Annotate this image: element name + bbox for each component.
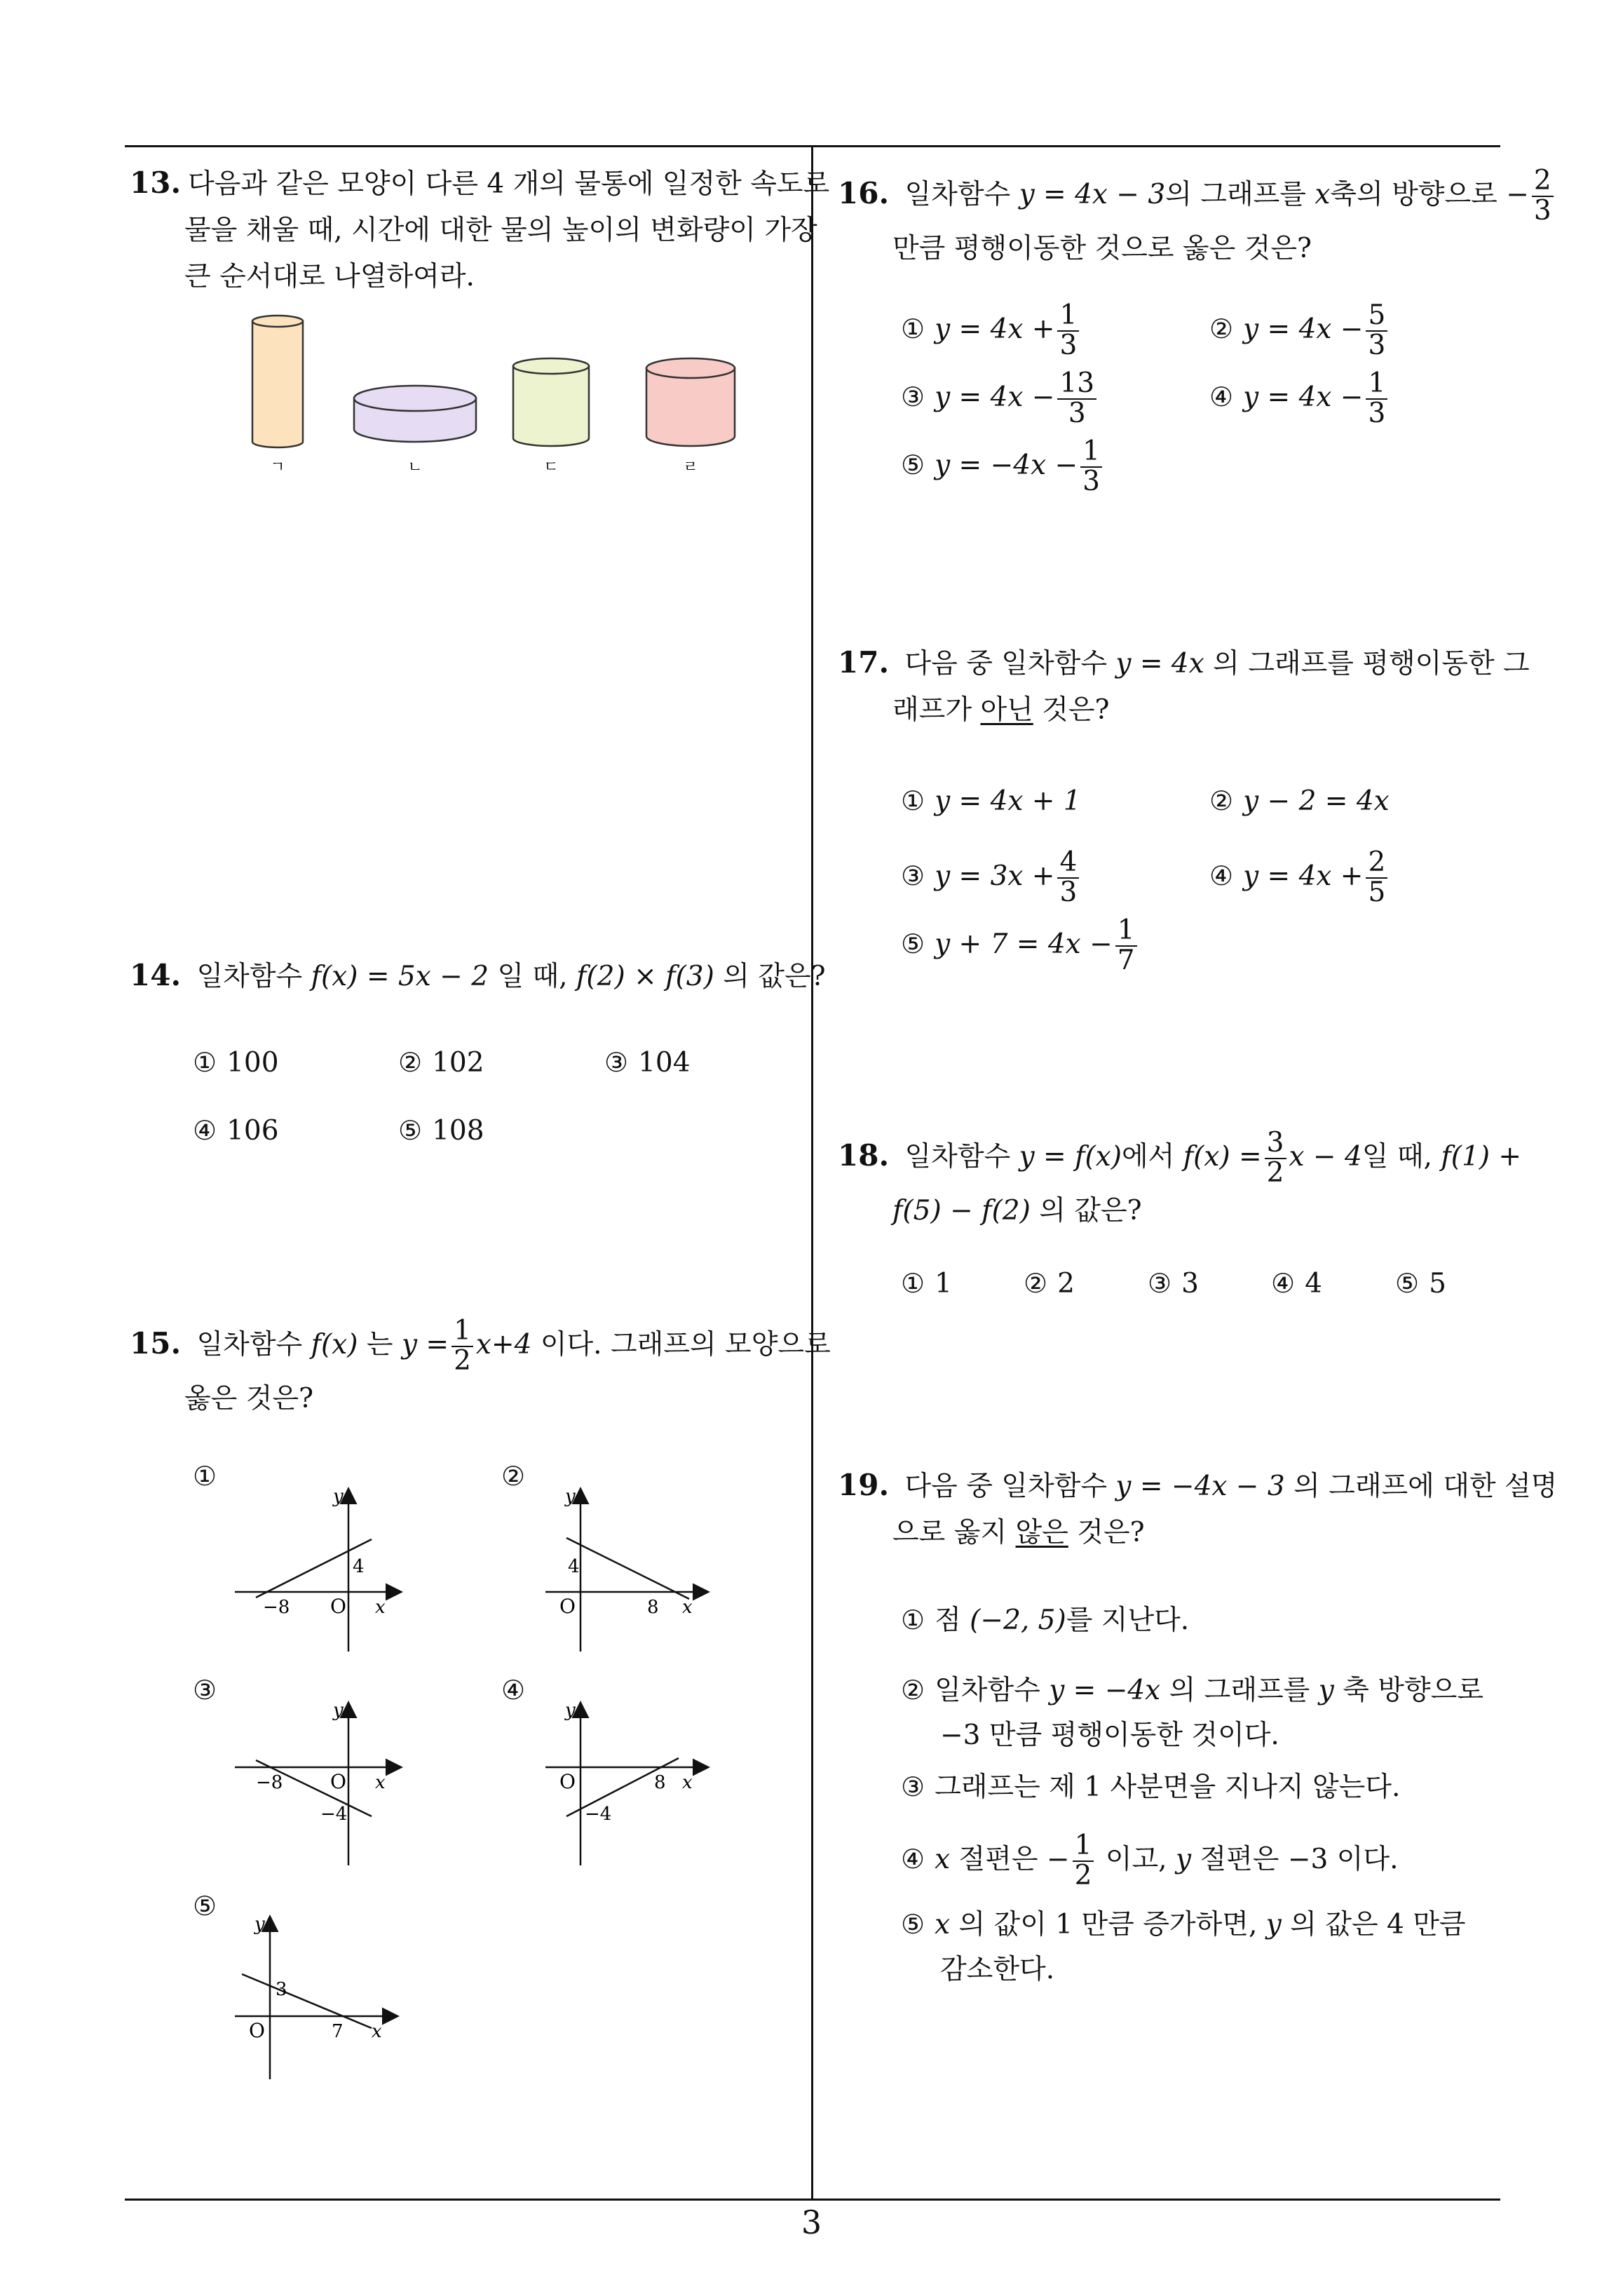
x-intercept-label: −8	[256, 1772, 283, 1793]
q14-option-2[interactable]: ② 102	[398, 1047, 484, 1079]
q15-graph-1	[228, 1480, 410, 1655]
x-axis-label: x	[682, 1772, 693, 1793]
container-c	[513, 358, 589, 446]
y-axis-label: y	[333, 1486, 344, 1507]
container-b	[354, 386, 476, 442]
q16-option-1[interactable]: ① y = 4x + $\frac{1}{3}$	[901, 302, 1082, 360]
q19-underlined: 않은	[1015, 1517, 1068, 1548]
page-number: 3	[801, 2203, 822, 2241]
bottom-rule	[125, 2199, 1500, 2201]
q19-text-b: 의 그래프에 대한 설명	[1293, 1471, 1558, 1502]
q17-option-3[interactable]: ③ y = 3x + $\frac{4}{3}$	[901, 849, 1082, 907]
y-intercept-label: 4	[353, 1556, 365, 1577]
question-17	[838, 640, 1530, 734]
q18-line2-b: 의 값은?	[1039, 1194, 1142, 1227]
q15-graph-2	[538, 1480, 721, 1655]
q19-line2-b: 것은?	[1077, 1517, 1145, 1548]
q13-line1: 다음과 같은 모양이 다른 4 개의 물통에 일정한 속도로	[188, 168, 830, 200]
q15-text-b: 는	[366, 1328, 393, 1360]
q19-option-3[interactable]: ③ 그래프는 제 1 사분면을 지나지 않는다.	[901, 1771, 1401, 1803]
q15-rest: x+4	[475, 1328, 532, 1360]
y-axis-label: y	[565, 1486, 576, 1507]
q18-fx: f(x) =	[1183, 1140, 1262, 1173]
y-axis-label: y	[333, 1700, 344, 1721]
origin-label: O	[559, 1770, 576, 1793]
question-number: 13.	[130, 166, 182, 200]
label-b: ㄴ	[407, 459, 423, 476]
x-axis-label: x	[682, 1597, 693, 1618]
origin-label: O	[559, 1595, 576, 1618]
q16-option-5[interactable]: ⑤ y = −4x − $\frac{1}{3}$	[901, 438, 1105, 497]
q19-func: y = −4x − 3	[1115, 1471, 1285, 1502]
question-14	[130, 952, 826, 1000]
q15-y-eq: y =	[401, 1328, 449, 1360]
question-number: 14.	[130, 958, 182, 992]
q15-graph-3	[228, 1694, 410, 1869]
y-axis-label: y	[254, 1914, 265, 1935]
q16-line2: 만큼 평행이동한 것으로 옳은 것은?	[892, 232, 1312, 264]
q14-option-3[interactable]: ③ 104	[604, 1047, 691, 1079]
y-intercept-label: −4	[585, 1804, 612, 1825]
origin-label: O	[330, 1770, 346, 1793]
q16-text-b: 의 그래프를	[1165, 178, 1306, 210]
q19-option-1[interactable]: ① 점 (−2, 5)를 지난다.	[901, 1605, 1190, 1636]
label-d: ㄹ	[683, 459, 698, 476]
q18-text-c: 일 때,	[1361, 1140, 1432, 1173]
column-divider	[811, 145, 813, 2200]
q15-mark-4[interactable]: ④	[501, 1675, 526, 1706]
q14-text-c: 의 값은?	[723, 961, 826, 992]
q18-option-1[interactable]: ① 1	[901, 1268, 952, 1299]
question-16	[838, 167, 1556, 272]
x-intercept-label: 8	[654, 1772, 666, 1793]
q18-option-4[interactable]: ④ 4	[1271, 1268, 1322, 1299]
q16-func: y = 4x − 3	[1019, 178, 1166, 210]
q18-text-a: 일차함수	[904, 1140, 1011, 1173]
q19-text-a: 다음 중 일차함수	[904, 1471, 1107, 1502]
q18-option-2[interactable]: ② 2	[1024, 1268, 1075, 1299]
y-intercept-label: −4	[320, 1804, 348, 1825]
x-intercept-label: 8	[647, 1597, 659, 1618]
q17-line2-a: 래프가	[892, 694, 972, 726]
q18-option-5[interactable]: ⑤ 5	[1395, 1268, 1446, 1299]
origin-label: O	[330, 1595, 346, 1618]
q16-text-c: 축의 방향으로 −	[1330, 178, 1529, 210]
q18-text-b: 에서	[1121, 1140, 1175, 1173]
q15-fraction: $\frac{1}{2}$	[451, 1317, 473, 1376]
question-number: 15.	[130, 1325, 182, 1360]
q18-rest: x − 4	[1289, 1140, 1362, 1173]
question-13	[130, 160, 829, 300]
x-axis-label: x	[375, 1772, 386, 1793]
q14-expr: f(2) × f(3)	[576, 961, 714, 992]
q19-line2-a: 으로 옳지	[892, 1517, 1007, 1548]
q17-func: y = 4x	[1115, 648, 1204, 680]
q15-fx: f(x)	[311, 1328, 358, 1360]
q19-option-2[interactable]: ② 일차함수 y = −4x 의 그래프를 y 축 방향으로 −3 만큼 평행이동한 것이다.	[901, 1675, 1484, 1751]
q14-text-b: 일 때,	[497, 961, 568, 992]
container-a	[252, 316, 303, 447]
q16-xvar: x	[1315, 178, 1331, 210]
x-axis-label: x	[372, 2021, 382, 2042]
q15-graph-5	[228, 1907, 410, 2083]
q19-option-4[interactable]: ④ x 절편은 − $\frac{1}{2}$ 이고, y 절편은 −3 이다.	[901, 1830, 1399, 1891]
question-19	[838, 1462, 1557, 1556]
q15-text-c: 이다. 그래프의 모양으로	[540, 1328, 831, 1360]
q16-option-4[interactable]: ④ y = 4x − $\frac{1}{3}$	[1209, 370, 1390, 428]
y-intercept-label: 3	[276, 1979, 287, 2000]
q17-text-b: 의 그래프를 평행이동한 그	[1213, 648, 1530, 680]
q15-mark-2[interactable]: ②	[501, 1461, 526, 1492]
q19-option-5[interactable]: ⑤ x 의 값이 1 만큼 증가하면, y 의 값은 4 만큼 감소한다.	[901, 1909, 1466, 1985]
q17-line2-b: 것은?	[1042, 694, 1110, 726]
q17-option-2[interactable]: ② y − 2 = 4x	[1209, 785, 1390, 817]
q18-func: y = f(x)	[1019, 1140, 1122, 1173]
q14-func: f(x) = 5x − 2	[311, 961, 489, 992]
q17-option-5[interactable]: ⑤ y + 7 = 4x − $\frac{1}{7}$	[901, 917, 1140, 975]
container-d	[646, 358, 735, 446]
x-axis-label: x	[375, 1597, 386, 1618]
q17-option-1[interactable]: ① y = 4x + 1	[901, 785, 1081, 817]
q15-line2: 옳은 것은?	[184, 1382, 314, 1414]
q15-mark-5[interactable]: ⑤	[193, 1891, 217, 1922]
question-15	[130, 1317, 831, 1422]
y-axis-label: y	[565, 1700, 576, 1721]
q16-option-3[interactable]: ③ y = 4x − $\frac{13}{3}$	[901, 370, 1099, 428]
question-number: 19.	[838, 1468, 890, 1502]
q18-line2: f(5) − f(2)	[892, 1194, 1031, 1227]
q15-mark-1[interactable]: ①	[193, 1461, 217, 1492]
origin-label: O	[249, 2019, 265, 2042]
question-number: 18.	[838, 1137, 890, 1173]
q15-graph-4	[538, 1694, 721, 1869]
q14-option-4[interactable]: ④ 106	[193, 1115, 279, 1147]
y-intercept-label: 4	[568, 1556, 580, 1577]
q18-option-3[interactable]: ③ 3	[1148, 1268, 1199, 1299]
q18-fraction: $\frac{3}{2}$	[1265, 1129, 1286, 1188]
q17-option-4[interactable]: ④ y = 4x + $\frac{2}{5}$	[1209, 849, 1390, 907]
q13-line2: 물을 채울 때, 시간에 대한 물의 높이의 변화량이 가장	[184, 215, 817, 246]
water-containers-figure	[238, 309, 771, 477]
q15-mark-3[interactable]: ③	[193, 1675, 217, 1706]
question-number: 17.	[838, 645, 890, 680]
q14-text-a: 일차함수	[196, 961, 303, 992]
q16-fraction: $\frac{2}{3}$	[1532, 167, 1554, 226]
q18-tail: f(1) +	[1441, 1140, 1522, 1173]
q14-option-1[interactable]: ① 100	[193, 1047, 279, 1079]
q16-option-2[interactable]: ② y = 4x − $\frac{5}{3}$	[1209, 302, 1390, 360]
question-18	[838, 1129, 1521, 1234]
x-intercept-label: 7	[332, 2021, 344, 2042]
q17-text-a: 다음 중 일차함수	[904, 648, 1107, 680]
label-c: ㄷ	[543, 459, 559, 476]
q15-text-a: 일차함수	[196, 1328, 303, 1360]
q14-option-5[interactable]: ⑤ 108	[398, 1115, 484, 1147]
question-number: 16.	[838, 175, 890, 210]
label-a: ㄱ	[270, 459, 285, 476]
q17-underlined: 아닌	[980, 694, 1033, 726]
x-intercept-label: −8	[263, 1597, 290, 1618]
q13-line3: 큰 순서대로 나열하여라.	[184, 261, 475, 292]
q16-text-a: 일차함수	[904, 178, 1011, 210]
